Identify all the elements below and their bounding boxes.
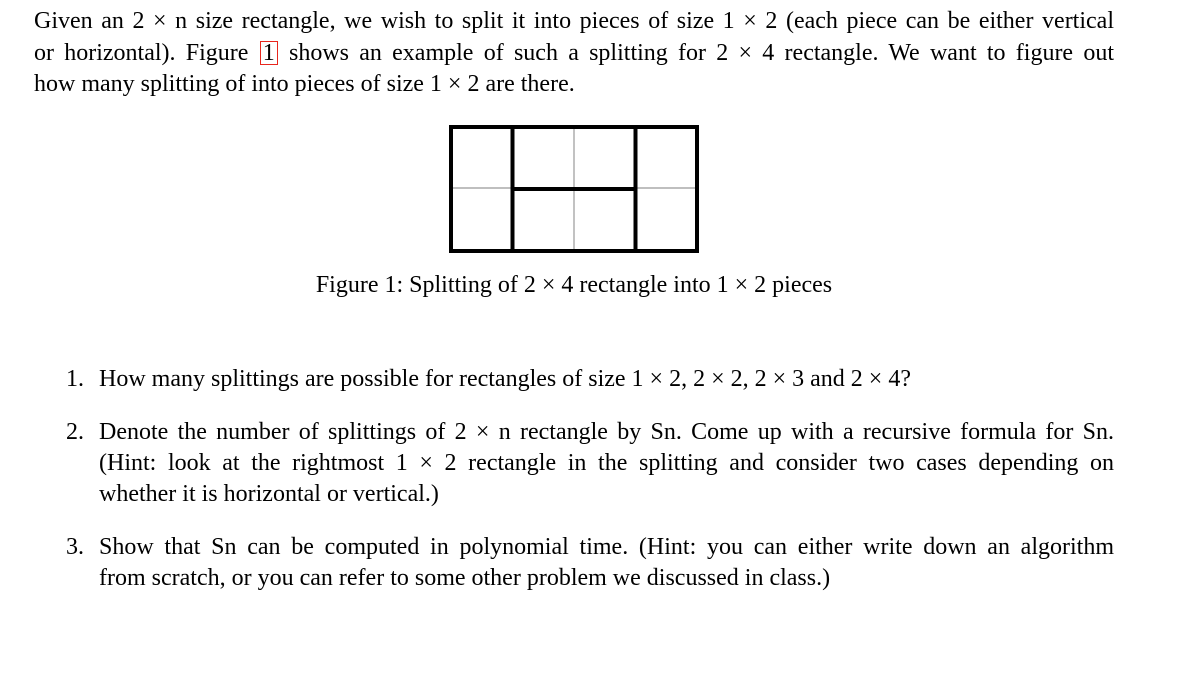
question-line: Show that Sn can be computed in polynomial time. (Hint: you can either write down an algorithm (99, 534, 1114, 560)
piece-vertical-left (451, 127, 513, 251)
question-text (99, 532, 1114, 594)
intro-line-2-start: or horizontal). Figure (34, 39, 249, 66)
piece-vertical-right (636, 127, 698, 251)
question-text (99, 417, 1114, 510)
question-item-1 (66, 364, 1114, 395)
question-line: from scratch, or you can refer to some other problem we discussed in class.) (99, 565, 831, 591)
question-line: How many splittings are possible for rectangles of size 1 × 2, 2 × 2, 2 × 3 and 2 × 4? (99, 366, 911, 392)
question-number: 1. (66, 366, 84, 392)
question-line: (Hint: look at the rightmost 1 × 2 rectangle in the splitting and consider two cases depending on (99, 450, 1114, 476)
intro-line-1: Given an 2 × n size rectangle, we wish to split it into pieces of size 1 × 2 (each piece can be either vertical (34, 8, 1114, 34)
tiling-figure (449, 125, 699, 253)
intro-line-2-end: shows an example of such a splitting for 2 × 4 rectangle. We want to figure out (288, 39, 1115, 66)
question-text (99, 364, 1114, 395)
question-line: Denote the number of splittings of 2 × n rectangle by Sn. Come up with a recursive formula for Sn. (99, 419, 1114, 445)
figure-caption: Figure 1: Splitting of 2 × 4 rectangle into 1 × 2 pieces (315, 272, 833, 298)
intro-paragraph (34, 6, 1114, 101)
question-item-2 (66, 417, 1114, 510)
question-item-3 (66, 532, 1114, 594)
question-number: 3. (66, 534, 84, 560)
intro-line-3: how many splitting of into pieces of size 1 × 2 are there. (34, 71, 575, 97)
question-number: 2. (66, 419, 84, 445)
intro-line-2 (34, 38, 1114, 70)
question-list (66, 364, 1114, 616)
figure-reference-link[interactable]: 1 (260, 41, 278, 65)
question-line: whether it is horizontal or vertical.) (99, 481, 439, 507)
